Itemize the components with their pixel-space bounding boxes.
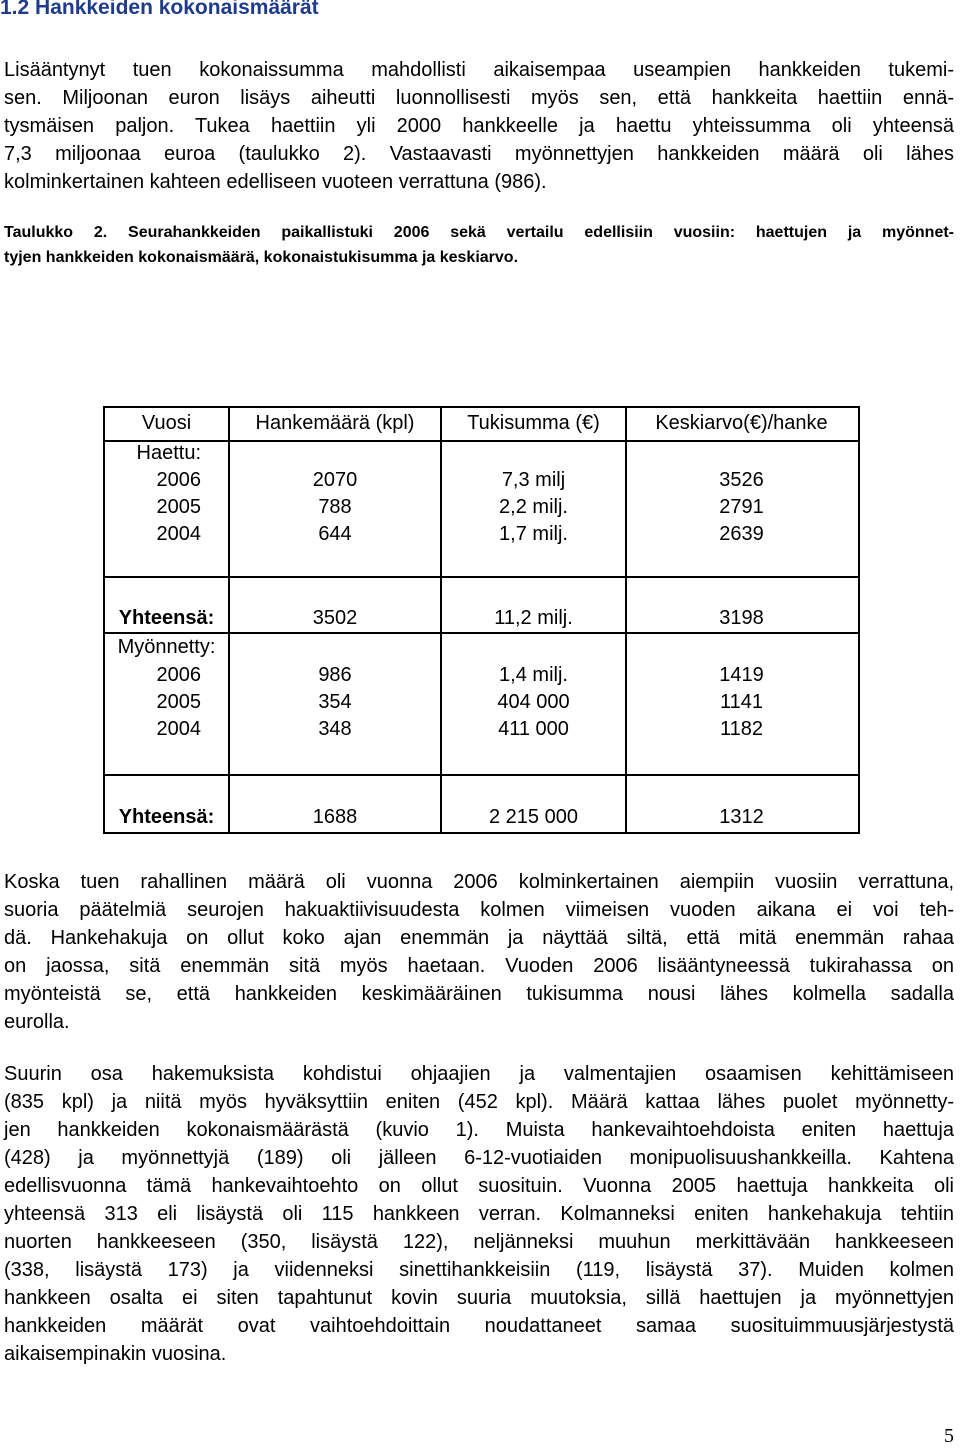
paragraph-line: suoria päätelmiä seurojen hakuaktiivisuudesta kolmen viimeisen vuoden aikana ei voi teh- [4, 899, 954, 921]
total-count-granted: 1688 [312, 806, 358, 828]
paragraph-line: Suurin osa hakemuksista kohdistui ohjaajien ja valmentajien osaamisen kehittämiseen [4, 1063, 954, 1085]
table-cell-count: 354 [318, 691, 352, 713]
table-cell-average: 1141 [719, 691, 763, 713]
table-cell-sum: 404 000 [497, 691, 570, 713]
table-cell-count: 788 [318, 496, 352, 518]
table-cell-sum: 2,2 milj. [499, 496, 568, 518]
paragraph-line: nuorten hankkeeseen (350, lisäystä 122), neljänneksi muuhun merkittävään hankkeeseen [4, 1231, 954, 1253]
intro-line: tysmäisen paljon. Tukea haettiin yli 2000 hankkeelle ja haettu yhteissumma oli yhteensä [4, 115, 954, 137]
total-label-applied: Yhteensä: [118, 607, 215, 629]
total-average-granted: 1312 [719, 806, 764, 828]
table-cell-year: 2005 [156, 496, 201, 518]
paragraph-line: Koska tuen rahallinen määrä oli vuonna 2006 kolminkertainen aiempiin vuosiin verrattuna, [4, 871, 954, 893]
paragraph-line: jen hankkeiden kokonaismäärästä (kuvio 1). Muista hankevaihtoehdoista eniten haettuja [4, 1119, 954, 1141]
header-average: Keskiarvo(€)/hanke [655, 412, 828, 434]
table-cell-sum: 411 000 [498, 718, 569, 740]
table-cell-sum: 7,3 milj [501, 469, 566, 491]
row-divider [103, 576, 858, 578]
total-count-applied: 3502 [312, 607, 358, 629]
paragraph-3 [4, 1060, 954, 1368]
table-cell-average: 2639 [719, 523, 764, 545]
section-heading: 1.2 Hankkeiden kokonaismäärät [0, 0, 319, 19]
paragraph-line: (338, lisäystä 173) ja viidenneksi sinettihankkeisiin (119, lisäystä 37). Muiden kolmen [4, 1259, 954, 1281]
paragraph-line: aikaisempinakin vuosina. [4, 1343, 227, 1365]
header-sum: Tukisumma (€) [467, 412, 600, 434]
paragraph-line: yhteensä 313 eli lisäystä oli 115 hankkeen verran. Kolmanneksi eniten hankehakuja tehtiin [4, 1203, 954, 1225]
table-caption [4, 220, 954, 270]
header-year: Vuosi [141, 412, 192, 434]
table-cell-year: 2006 [156, 664, 201, 686]
row-divider [103, 774, 858, 776]
table-cell-average: 1182 [719, 718, 763, 740]
header-count: Hankemäärä (kpl) [255, 412, 415, 434]
paragraph-line: myönteistä se, että hankkeiden keskimääräinen tukisumma nousi lähes kolmella sadalla [4, 983, 954, 1005]
table-cell-sum: 1,4 milj. [499, 664, 568, 686]
caption-line: Taulukko 2. Seurahankkeiden paikallistuki 2006 sekä vertailu edellisiin vuosiin: haettujen ja myönnet- [4, 224, 954, 241]
paragraph-2 [4, 868, 954, 1036]
total-sum-applied: 11,2 milj. [494, 607, 573, 629]
table-cell-count: 986 [318, 664, 352, 686]
intro-line: sen. Miljoonan euron lisäys aiheutti luonnollisesti myös sen, että hankkeita haettiin ennä- [4, 87, 954, 109]
total-sum-granted: 2 215 000 [489, 806, 578, 828]
paragraph-line: hankkeen osalta ei siten tapahtunut kovin suuria muutoksia, sillä haettujen ja myönnettyjen [4, 1287, 954, 1309]
table-cell-count: 2070 [312, 469, 358, 491]
table-cell-average: 2791 [719, 496, 764, 518]
section-label-applied: Haettu: [136, 442, 201, 464]
table-cell-sum: 1,7 milj. [499, 523, 568, 545]
paragraph-line: on jaossa, sitä enemmän sitä myös haetaan. Vuoden 2006 lisääntyneessä tukirahassa on [4, 955, 954, 977]
intro-line: 7,3 miljoonaa euroa (taulukko 2). Vastaavasti myönnettyjen hankkeiden määrä oli lähes [4, 143, 954, 165]
table-cell-average: 3526 [719, 469, 764, 491]
paragraph-line: hankkeiden määrät ovat vaihtoehdoittain noudattaneet samaa suosituimmuusjärjestystä [4, 1315, 954, 1337]
table-cell-average: 1419 [719, 664, 764, 686]
data-table [103, 406, 858, 832]
intro-line: kolminkertainen kahteen edelliseen vuoteen verrattuna (986). [4, 171, 547, 193]
paragraph-line: edellisvuonna tämä hankevaihtoehto on ollut suosituin. Vuonna 2005 haettuja hankkeita oli [4, 1175, 954, 1197]
intro-paragraph [4, 56, 954, 196]
section-label-granted: Myönnetty: [117, 636, 216, 658]
total-average-applied: 3198 [719, 607, 764, 629]
table-cell-year: 2006 [156, 469, 201, 491]
page-number: 5 [944, 1425, 954, 1447]
paragraph-line: dä. Hankehakuja on ollut koko ajan enemmän ja näyttää siltä, että mitä enemmän rahaa [4, 927, 954, 949]
paragraph-line: (428) ja myönnettyjä (189) oli jälleen 6-12-vuotiaiden monipuolisuushankkeilla. Kahtena [4, 1147, 954, 1169]
table-cell-year: 2005 [156, 691, 201, 713]
table-cell-year: 2004 [156, 523, 201, 545]
header-divider [103, 440, 858, 442]
total-label-granted: Yhteensä: [118, 806, 215, 828]
intro-line: Lisääntynyt tuen kokonaissumma mahdollisti aikaisempaa useampien hankkeiden tukemi- [4, 59, 954, 81]
paragraph-line: (835 kpl) ja niitä myös hyväksyttiin eniten (452 kpl). Määrä kattaa lähes puolet myönnetty- [4, 1091, 954, 1113]
table-cell-count: 644 [318, 523, 352, 545]
table-cell-count: 348 [318, 718, 352, 740]
paragraph-line: eurolla. [4, 1011, 70, 1033]
table-cell-year: 2004 [156, 718, 201, 740]
caption-line: tyjen hankkeiden kokonaismäärä, kokonaistukisumma ja keskiarvo. [4, 249, 519, 266]
